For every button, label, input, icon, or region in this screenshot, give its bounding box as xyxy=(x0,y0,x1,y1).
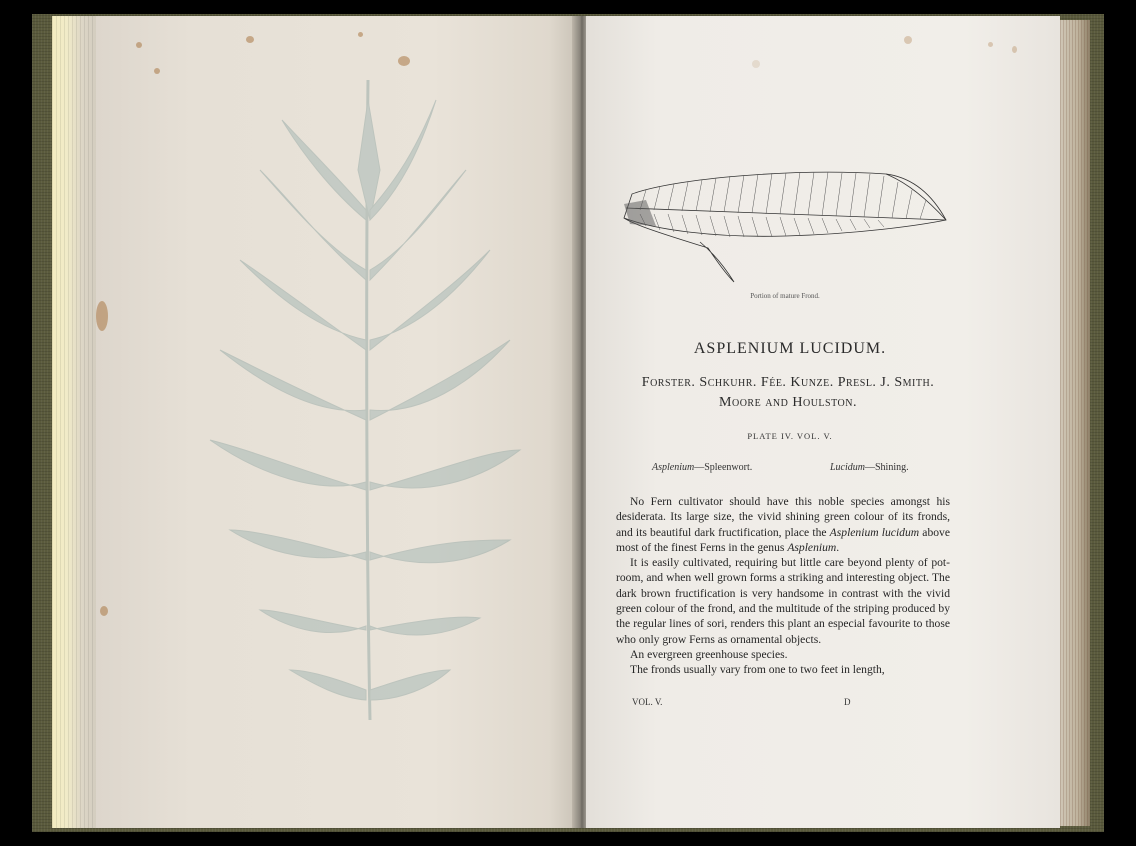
footer-volume: VOL. V. xyxy=(632,697,663,707)
paragraph-1-part-c: . xyxy=(836,540,840,554)
page-title: ASPLENIUM LUCIDUM. xyxy=(693,340,887,357)
etymology-species-term: Lucidum xyxy=(830,462,865,473)
paragraph-1-part-a: No Fern cultivator should have this noble species amongst his desiderata. Its large size, the vivid shining green colour of its fronds, and its beautiful dark fructification, place the xyxy=(616,495,950,539)
etymology-genus-meaning: —Spleenwort. xyxy=(694,462,753,473)
authorities-line-2: Moore and Houlston. xyxy=(719,395,857,410)
left-page-edges xyxy=(52,16,102,828)
authorities xyxy=(610,373,966,413)
etymology-species-meaning: —Shining. xyxy=(865,462,909,473)
paragraph-2: It is easily cultivated, requiring but little care beyond plenty of pot-room, and when well grown forms a striking and interesting object. The dark brown fructification is very handsome in contrast with the vivid green colour of the frond, and the multitude of the striping produced by the regular lines of sori, renders this plant an especial favourite to those who only grow Ferns as ornamental objects. xyxy=(616,556,950,646)
body-text xyxy=(616,494,950,678)
footer-signature: D xyxy=(844,697,851,707)
paragraph-3: An evergreen greenhouse species. xyxy=(630,647,788,661)
fern-nature-print xyxy=(190,70,550,730)
authorities-line-1: Forster. Schkuhr. Fée. Kunze. Presl. J. Smith. xyxy=(641,375,935,390)
etymology-species xyxy=(830,462,909,473)
frond-illustration xyxy=(616,164,952,288)
paragraph-4: The fronds usually vary from one to two feet in length, xyxy=(630,663,885,677)
plate-reference: PLATE IV. VOL. V. xyxy=(747,431,833,441)
paragraph-1-italic-genus: Asplenium xyxy=(787,540,837,554)
paragraph-1 xyxy=(616,494,950,555)
illustration-caption: Portion of mature Frond. xyxy=(750,292,820,300)
etymology-genus xyxy=(652,462,752,473)
paragraph-1-italic-species: Asplenium lucidum xyxy=(829,525,920,539)
etymology-genus-term: Asplenium xyxy=(652,462,695,473)
paragraph-1-part-b: above most of the finest Ferns in the genus xyxy=(616,525,950,554)
right-page-edges xyxy=(1060,20,1090,826)
